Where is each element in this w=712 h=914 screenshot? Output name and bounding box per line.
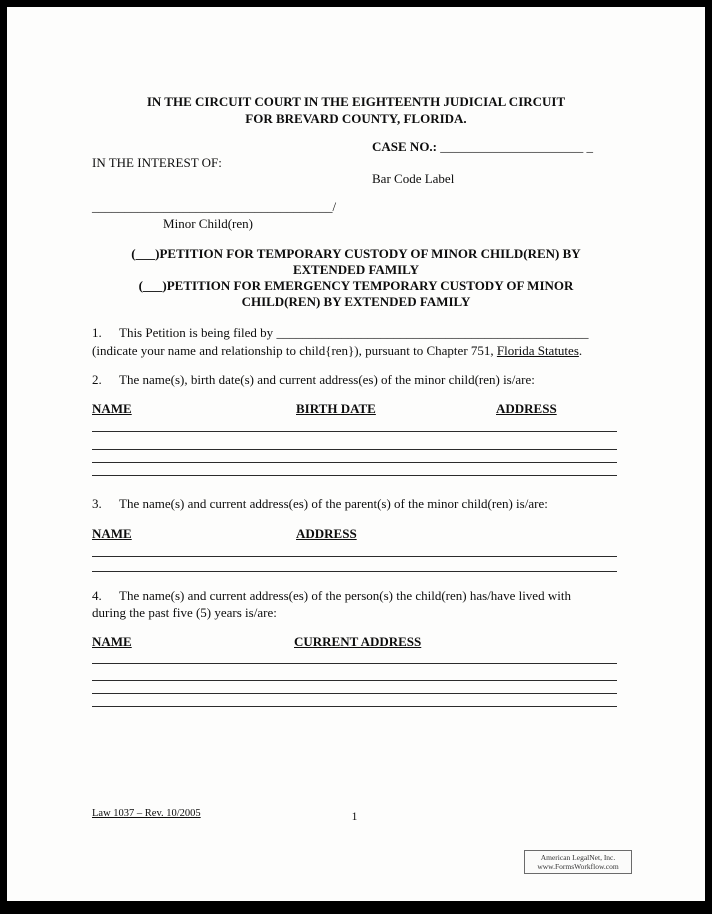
item3-header-address: ADDRESS (296, 526, 357, 541)
item3-column-headers (92, 526, 632, 543)
petition-title-line2: EXTENDED FAMILY (292, 262, 420, 277)
fill-line (92, 680, 617, 681)
item2-column-headers (92, 401, 632, 418)
fill-line (92, 475, 617, 476)
fill-line (92, 663, 617, 664)
fill-line (92, 571, 617, 572)
item4-line2: during the past five (5) years is/are: (92, 605, 277, 620)
bar-code-label: Bar Code Label (372, 171, 455, 186)
case-number-blank: ______________________ (440, 139, 584, 154)
item3-number: 3. (92, 496, 102, 511)
petition-title-line1: (___)PETITION FOR TEMPORARY CUSTODY OF MINOR CHILD(REN) BY (131, 246, 581, 261)
item4-line1 (92, 587, 571, 604)
fill-line (92, 431, 617, 432)
florida-statutes-citation: Florida Statutes (496, 343, 579, 358)
item1-text: This Petition is being filed by (119, 325, 274, 340)
form-revision-label: Law 1037 – Rev. 10/2005 (92, 808, 201, 819)
item2-header-birthdate: BIRTH DATE (296, 401, 376, 416)
fill-line (92, 706, 617, 707)
court-header-line1: IN THE CIRCUIT COURT IN THE EIGHTEENTH JUDICIAL CIRCUIT (146, 94, 566, 109)
item2-text: The name(s), birth date(s) and current address(es) of the minor child(ren) is/are: (119, 372, 535, 387)
item2-header-name: NAME (92, 401, 132, 416)
fill-line (92, 693, 617, 694)
item3-text: The name(s) and current address(es) of the parent(s) of the minor child(ren) is/are: (119, 496, 548, 511)
item4-column-headers (92, 634, 632, 651)
fill-line (92, 556, 617, 557)
minor-children-blank: _____________________________________ (92, 199, 333, 214)
page-number: 1 (351, 811, 358, 823)
case-number-row (372, 138, 593, 155)
petition-title-line3: (___)PETITION FOR EMERGENCY TEMPORARY CUSTODY OF MINOR (138, 278, 574, 293)
item1-line2-period: . (578, 343, 583, 358)
item2-header-address: ADDRESS (496, 401, 557, 416)
document-page (7, 7, 705, 901)
item1-line1 (92, 324, 588, 341)
court-header (7, 93, 705, 127)
fill-line (92, 462, 617, 463)
item1-number: 1. (92, 325, 102, 340)
item4-text-line1: The name(s) and current address(es) of the person(s) the child(ren) has/have lived with (119, 588, 571, 603)
petition-title (7, 246, 705, 310)
case-number-label: CASE NO.: (372, 139, 438, 154)
item3-line (92, 495, 548, 512)
item1-line2-text: (indicate your name and relationship to child{ren}), pursuant to Chapter 751, (92, 343, 497, 358)
item2-number: 2. (92, 372, 102, 387)
item3-header-name: NAME (92, 526, 132, 541)
item4-header-current-address: CURRENT ADDRESS (294, 634, 422, 649)
legalnet-name: American LegalNet, Inc. (540, 853, 616, 862)
minor-children-line (92, 198, 336, 215)
fill-line (92, 449, 617, 450)
legalnet-brand-box (524, 850, 632, 874)
interest-of-label: IN THE INTEREST OF: (92, 155, 222, 170)
legalnet-url: www.FormsWorkflow.com (537, 862, 619, 871)
item1-blank: ________________________________________________ (276, 325, 589, 340)
item1-line2 (92, 342, 582, 359)
item4-number: 4. (92, 588, 102, 603)
item4-header-name: NAME (92, 634, 132, 649)
item2-line (92, 371, 535, 388)
minor-children-caption: Minor Child(ren) (163, 216, 253, 231)
petition-title-line4: CHILD(REN) BY EXTENDED FAMILY (241, 294, 471, 309)
case-number-suffix: _ (586, 139, 594, 154)
court-header-line2: FOR BREVARD COUNTY, FLORIDA. (245, 111, 467, 126)
minor-children-slash: / (332, 199, 337, 214)
